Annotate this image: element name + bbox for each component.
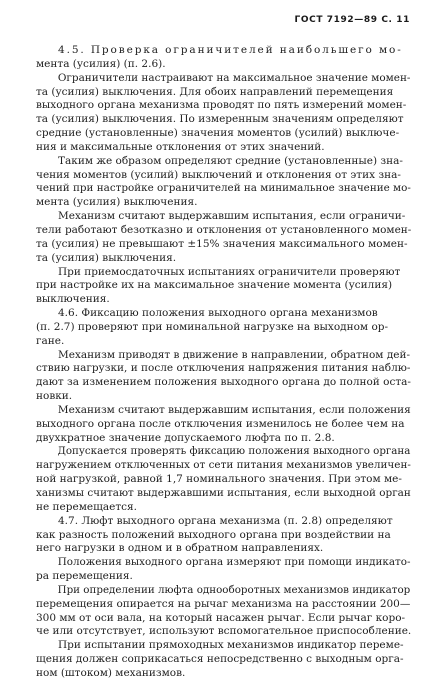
text-line: При испытании прямоходных механизмов индикатор переме- [58, 639, 404, 652]
text-line: та (усилия) выключения. [36, 251, 177, 264]
text-line: Допускается проверять фиксацию положения выходного органа [57, 445, 411, 458]
text-line: Ограничители настраивают на максимальное значение момен- [57, 71, 411, 84]
text-line: та (усилия) выключения. По измеренным значениям определяют [36, 113, 404, 126]
text-line: та (усилия) выключения. Для обоих направлений перемещения [36, 85, 394, 98]
text-line: 4.7. Люфт выходного органа механизма (п. 2.8) определяют [58, 514, 393, 527]
text-line: ствию нагрузки, и после отключения напряжения питания наблю- [36, 362, 411, 375]
text-line: нагружением отключенных от сети питания механизмов увеличен- [36, 459, 411, 472]
text-line: средние (установленные) значения моментов (усилий) выключе- [36, 127, 400, 140]
running-head: ГОСТ 7192—89 С. 11 [294, 15, 410, 25]
text-line: Положения выходного органа измеряют при помощи индикато- [57, 556, 411, 569]
text-line: щения должен соприкасаться непосредственно с выходным орга- [36, 653, 404, 666]
text-line: че или отсутствует, используют вспомогательное приспособление. [36, 625, 412, 638]
text-line: ра перемещения. [36, 570, 133, 583]
text-line: При приемосдаточных испытаниях ограничители проверяют [58, 265, 401, 278]
text-line: При определении люфта однооборотных механизмов индикатор [57, 583, 411, 596]
text-line: дают за изменением положения выходного органа до полной оста- [36, 376, 411, 389]
text-line: 4.5. Проверка ограничителей наибольшего мо- [58, 44, 403, 56]
text-line: Таким же образом определяют средние (установленные) зна- [58, 154, 403, 167]
text-line: выключения. [36, 293, 110, 306]
text-line: ханизмы считают выдержавшими испытания, если выходной орган [36, 487, 411, 499]
text-line: новки. [36, 390, 73, 403]
text-line: (п. 2.7) проверяют при номинальной нагрузке на выходном ор- [36, 320, 389, 333]
text-line: ной нагрузкой, равной 1,7 номинального значения. При этом ме- [36, 473, 402, 486]
text-line: тели работают безотказно и отклонения от установленного момен- [36, 223, 412, 236]
text-line: ном (штоком) механизмов. [36, 666, 186, 679]
text-line: выходного органа после отключения изменилось не более чем на [36, 417, 405, 430]
text-line: 4.6. Фиксацию положения выходного органа механизмов [58, 307, 378, 320]
text-line: Механизм считают выдержавшим испытания, если ограничи- [58, 210, 406, 223]
text-line: Механизм приводят в движение в направлении, обратном дей- [58, 348, 411, 361]
text-line: двухкратное значение допускаемого люфта по п. 2.8. [36, 431, 335, 444]
text-line: чения моментов (усилий) выключений и отклонения от этих зна- [36, 168, 401, 181]
text-line: перемещения опирается на рычаг механизма на расстоянии 200— [36, 597, 411, 610]
text-line: та (усилия) не превышают ±15% значения максимального момен- [36, 237, 408, 250]
text-line: как разность положений выходного органа при воздействии на [36, 528, 391, 541]
text-line: 300 мм от оси вала, на который насажен рычаг. Если рычаг коро- [36, 611, 406, 624]
text-line: мента (усилия) выключения. [36, 196, 198, 209]
text-line: выходного органа механизма проводят по пять измерений момен- [36, 99, 407, 112]
text-line: при настройке их на максимальное значение момента (усилия) [36, 279, 393, 292]
text-line: не перемещается. [36, 500, 137, 513]
text-line: Механизм считают выдержавшим испытания, если положения [57, 403, 411, 416]
text-line: чений при настройке ограничителей на минимальное значение мо- [36, 182, 411, 195]
text-line: гане. [36, 334, 65, 347]
text-line: мента (усилия) (п. 2.6). [36, 57, 166, 70]
text-line: него нагрузки в одном и в обратном направлениях. [36, 542, 324, 555]
body-text [36, 44, 411, 681]
text-line: ния и максимальные отклонения от этих значений. [36, 140, 325, 153]
